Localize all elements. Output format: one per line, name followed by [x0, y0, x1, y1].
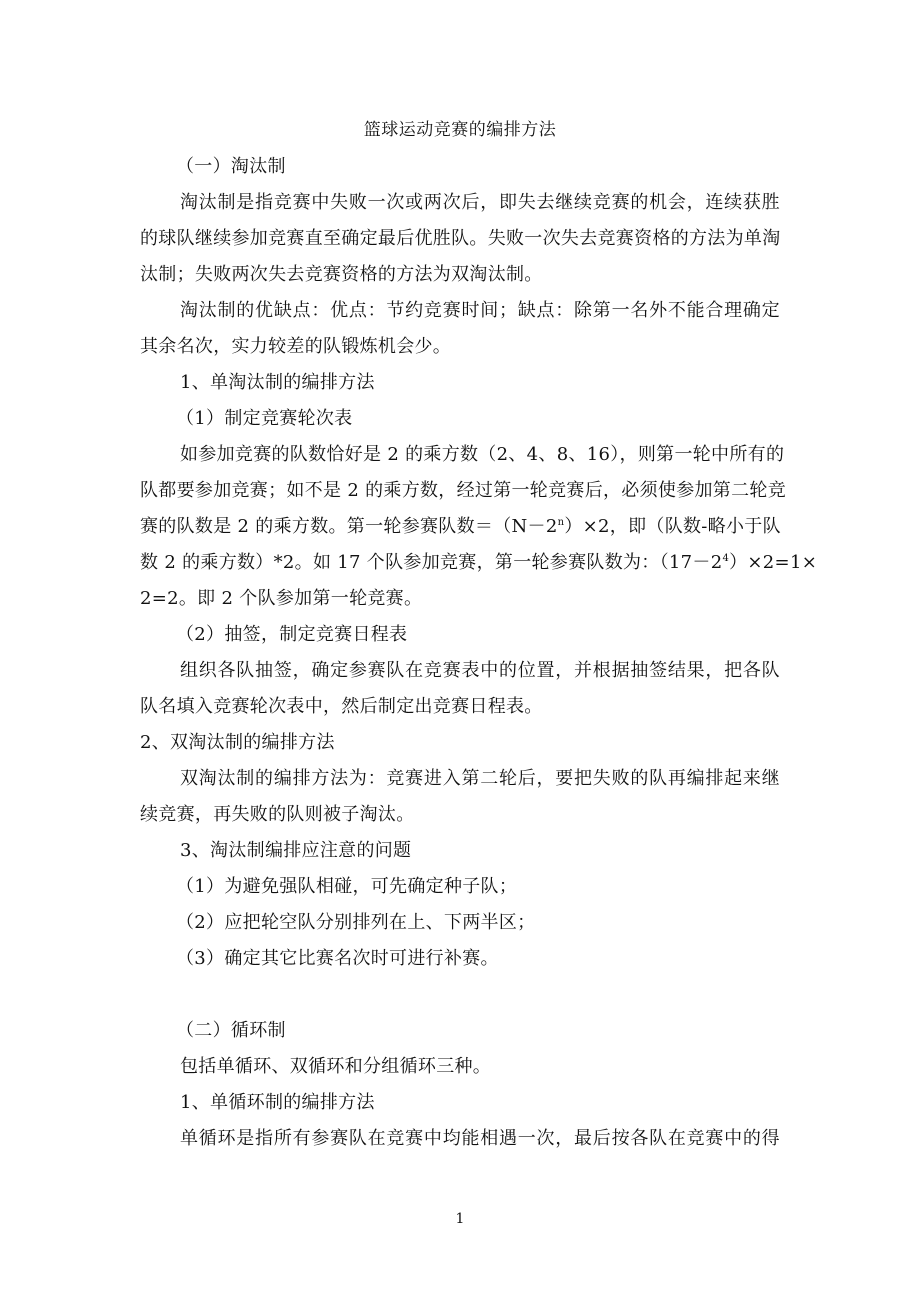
example-exponent: 4: [722, 553, 730, 564]
example-text: ）×2=1×: [729, 552, 818, 573]
formula-exponent: n: [557, 517, 565, 528]
paragraph-line: 包括单循环、双循环和分组循环三种。: [180, 1056, 492, 1077]
paragraph-line: 淘汰制是指竞赛中失败一次或两次后，即失去继续竞赛的机会，连续获胜: [180, 192, 780, 213]
paragraph-line: 汰制；失败两次失去竞赛资格的方法为双淘汰制。: [140, 264, 543, 285]
subheading-round-table: （1）制定竞赛轮次表: [176, 408, 353, 429]
note-item: （1）为避免强队相碰，可先确定种子队；: [176, 876, 518, 897]
formula-text: ）×2，即（队数-略小于队: [564, 516, 781, 537]
paragraph-line: 其余名次，实力较差的队锻炼机会少。: [140, 336, 452, 357]
document-title: 篮球运动竞赛的编排方法: [363, 120, 557, 140]
paragraph-line: 如参加竞赛的队数恰好是 2 的乘方数（2、4、8、16），则第一轮中所有的: [180, 444, 785, 465]
paragraph-line: 淘汰制的优缺点：优点：节约竞赛时间；缺点：除第一名外不能合理确定: [180, 300, 780, 321]
paragraph-line: 续竞赛，再失败的队则被子淘汰。: [140, 804, 415, 825]
example-text: 数 2 的乘方数）*2。如 17 个队参加竞赛，第一轮参赛队数为：（17－2: [140, 552, 723, 573]
paragraph-line: 双淘汰制的编排方法为：竞赛进入第二轮后，要把失败的队再编排起来继: [180, 768, 780, 789]
subheading-draw-schedule: （2）抽签，制定竞赛日程表: [176, 624, 408, 645]
paragraph-line: 2=2。即 2 个队参加第一轮竞赛。: [140, 588, 423, 609]
section-heading-elimination: （一）淘汰制: [176, 156, 286, 177]
paragraph-line: 组织各队抽签，确定参赛队在竞赛表中的位置，并根据抽签结果，把各队: [180, 660, 780, 681]
paragraph-line-example: [140, 551, 818, 575]
paragraph-line-formula: [140, 515, 780, 539]
subheading-single-elimination: 1、单淘汰制的编排方法: [180, 372, 375, 393]
page-number: 1: [455, 1211, 465, 1227]
note-item: （3）确定其它比赛名次时可进行补赛。: [176, 948, 499, 969]
paragraph-line: 队都要参加竞赛；如不是 2 的乘方数，经过第一轮竞赛后，必须使参加第二轮竞: [140, 480, 786, 501]
note-item: （2）应把轮空队分别排列在上、下两半区；: [176, 912, 536, 933]
paragraph-line: 单循环是指所有参赛队在竞赛中均能相遇一次，最后按各队在竞赛中的得: [180, 1128, 780, 1149]
subheading-notes: 3、淘汰制编排应注意的问题: [180, 840, 412, 861]
section-heading-round-robin: （二）循环制: [176, 1020, 286, 1041]
formula-text: 赛的队数是 2 的乘方数。第一轮参赛队数＝（N－2: [140, 516, 558, 537]
subheading-double-elimination: 2、双淘汰制的编排方法: [140, 732, 335, 753]
subheading-single-round-robin: 1、单循环制的编排方法: [180, 1092, 375, 1113]
paragraph-line: 队名填入竞赛轮次表中，然后制定出竞赛日程表。: [140, 696, 543, 717]
paragraph-line: 的球队继续参加竞赛直至确定最后优胜队。失败一次失去竞赛资格的方法为单淘: [140, 228, 781, 249]
